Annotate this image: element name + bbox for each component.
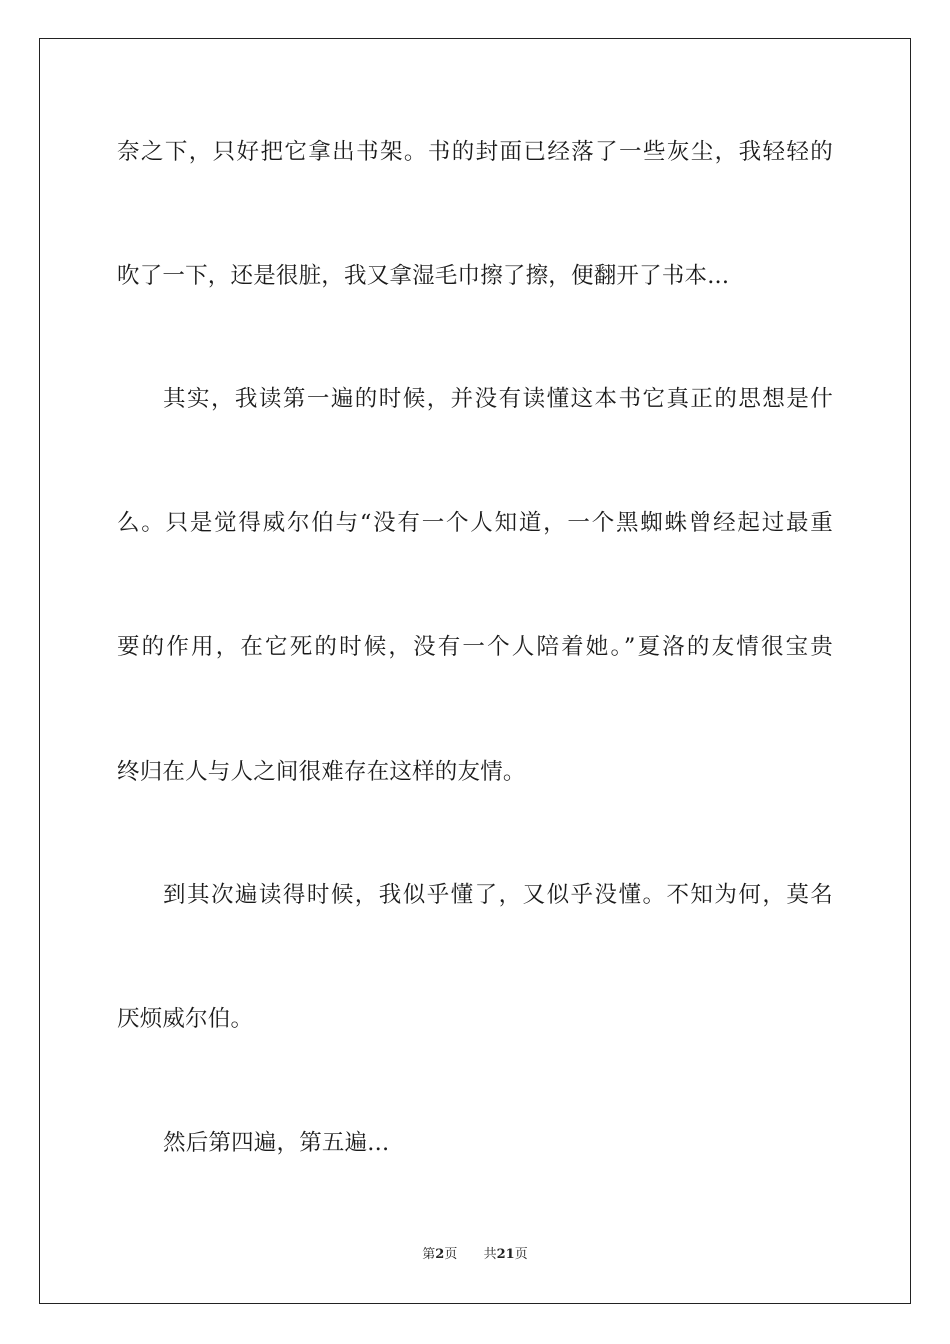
page-number: 第2页	[422, 1247, 458, 1262]
paragraph-line-3: 其实，我读第一遍的时候，并没有读懂这本书它真正的思想是什	[163, 386, 833, 412]
paragraph-line-4: 么。只是觉得威尔伯与“没有一个人知道，一个黑蜘蛛曾经起过最重	[117, 510, 833, 536]
paragraph-line-2: 吹了一下，还是很脏，我又拿湿毛巾擦了擦，便翻开了书本...	[117, 263, 730, 289]
paragraph-line-9: 然后第四遍，第五遍...	[163, 1130, 390, 1156]
paragraph-line-6: 终归在人与人之间很难存在这样的友情。	[117, 759, 526, 785]
paragraph-line-1: 奈之下，只好把它拿出书架。书的封面已经落了一些灰尘，我轻轻的	[117, 139, 833, 165]
paragraph-line-7: 到其次遍读得时候，我似乎懂了，又似乎没懂。不知为何，莫名	[163, 882, 833, 908]
paragraph-line-8: 厌烦威尔伯。	[117, 1006, 254, 1032]
paragraph-line-5: 要的作用，在它死的时候，没有一个人陪着她。”夏洛的友情很宝贵	[117, 634, 833, 660]
page-border	[39, 38, 911, 1304]
page-footer	[0, 1246, 950, 1264]
page-total: 共21页	[483, 1247, 528, 1262]
